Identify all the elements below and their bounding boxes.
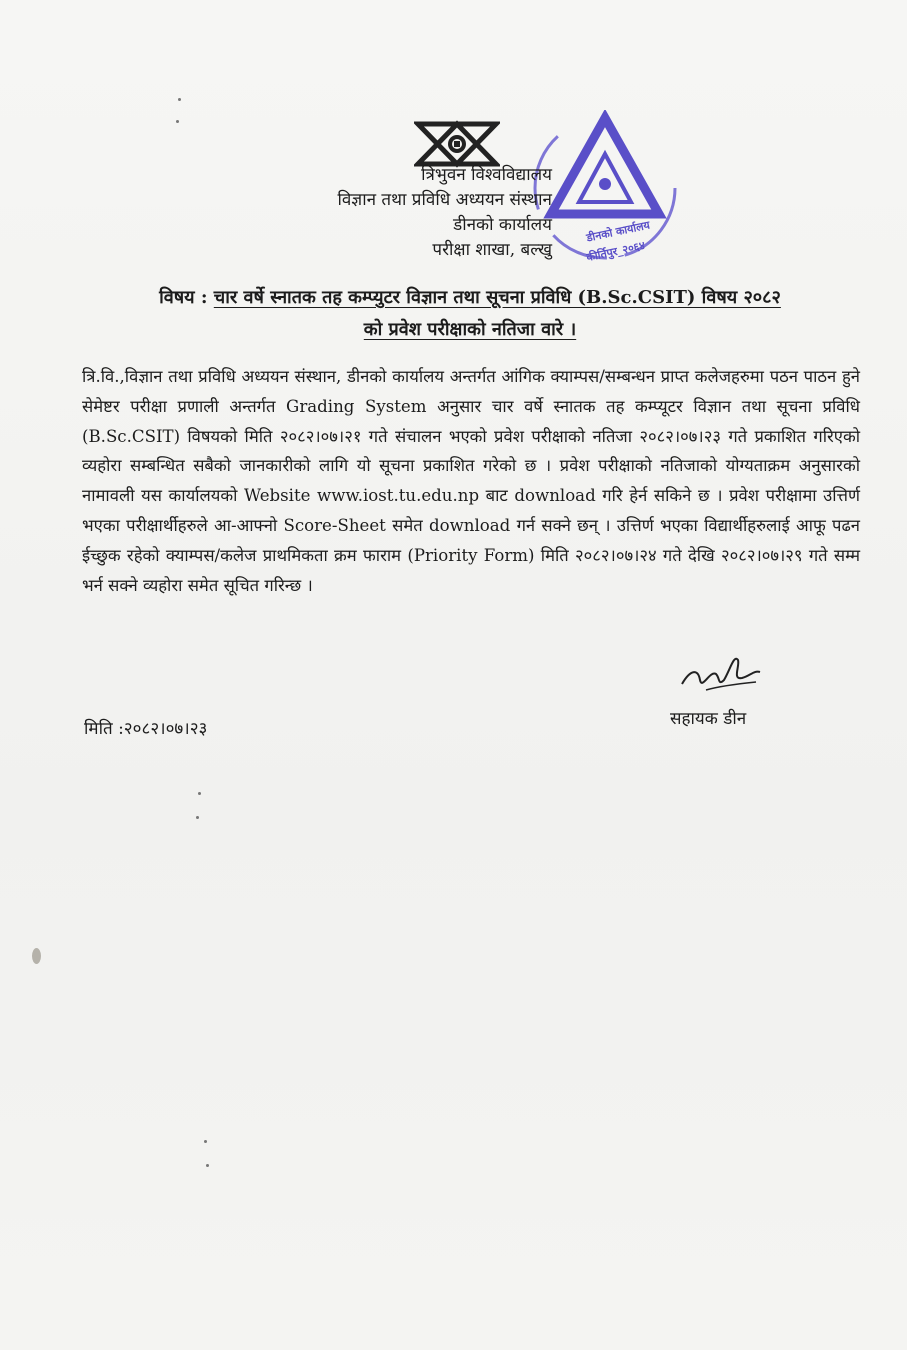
subject-line-1: चार वर्षे स्नातक तह कम्प्युटर विज्ञान तथा सूचना प्रविधि (B.Sc.CSIT) विषय २०८२ [213, 287, 781, 308]
letterhead-office: डीनको कार्यालय [453, 215, 552, 235]
signature-icon [676, 640, 766, 700]
signatory-title: सहायक डीन [670, 709, 747, 729]
letterhead-section: परीक्षा शाखा, बल्खु [432, 240, 552, 260]
notice-body: त्रि.वि.,विज्ञान तथा प्रविधि अध्ययन संस्थान, डीनको कार्यालय अन्तर्गत आंगिक क्याम्पस/सम्बन्धन प्राप्त कलेजहरुमा पठन पाठन हुने सेमेष्टर परीक्षा प्रणाली अन्तर्गत Grading System अनुसार चार वर्षे स्नातक तह कम्प्यूटर विज्ञान तथा सूचना प्रविधि (B.Sc.CSIT) विषयको मिति २०८२।०७।२१ गते संचालन भएको प्रवेश परीक्षाको नतिजा २०८२।०७।२३ गते प्रकाशित गरिएको व्यहोरा सम्बन्धित सबैको जानकारीको लागि यो सूचना प्रकाशित गरेको छ । प्रवेश परीक्षाको नतिजाको योग्यताक्रम अनुसारको नामावली यस कार्यालयको Website www.iost.tu.edu.np बाट download गरि हेर्न सकिने छ । प्रवेश परीक्षामा उत्तिर्ण भएका परीक्षार्थीहरुले आ-आफ्नो Score-Sheet समेत download गर्न सक्ने छन् । उत्तिर्ण भएका विद्यार्थीहरुलाई आफू पढन ईच्छुक रहेको क्याम्पस/कलेज प्राथमिकता क्रम फाराम (Priority Form) मिति २०८२।०७।२४ गते देखि २०८२।०७।२९ गते सम्म भर्न सक्ने व्यहोरा समेत सूचित गरिन्छ । [82, 367, 860, 595]
letterhead [337, 163, 552, 263]
stamp-place-text: कीर्तिपुर_२०६४ [585, 238, 647, 265]
notice-date: मिति :२०८२।०७।२३ [84, 719, 208, 739]
university-emblem-icon [414, 120, 500, 168]
letterhead-institute: विज्ञान तथा प्रविधि अध्ययन संस्थान [337, 190, 552, 210]
subject-label: विषय : [159, 287, 208, 308]
subject-heading [80, 282, 860, 346]
stamp-office-text: डीनको कार्यालय [585, 218, 651, 245]
letterhead-university: त्रिभुवन विश्वविद्यालय [421, 165, 552, 185]
subject-line-2: को प्रवेश परीक्षाको नतिजा वारे । [363, 319, 577, 340]
